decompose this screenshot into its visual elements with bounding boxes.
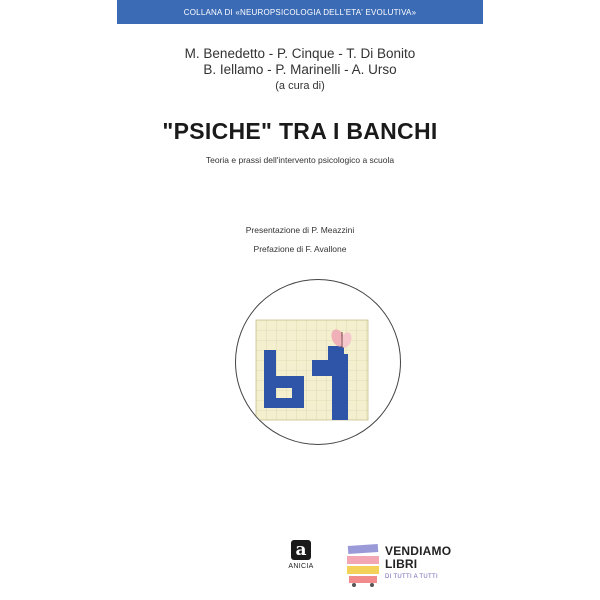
preface-credit: Prefazione di F. Avallone xyxy=(253,244,347,254)
authors-line-2: B. Iellamo - P. Marinelli - A. Urso xyxy=(203,62,397,77)
cover-art-circle xyxy=(235,279,401,445)
presentation-credit: Presentazione di P. Meazzini xyxy=(245,225,355,235)
book-cover xyxy=(117,0,483,600)
badge-line-1: VENDIAMO xyxy=(385,544,452,558)
badge-tagline: DI TUTTI A TUTTI xyxy=(385,574,438,580)
vendiamo-libri-badge xyxy=(345,543,455,588)
book-title: "PSICHE" TRA I BANCHI xyxy=(162,118,438,144)
credits-block xyxy=(117,221,483,259)
stacked-books-icon xyxy=(345,543,381,587)
authors-line-1: M. Benedetto - P. Cinque - T. Di Bonito xyxy=(184,46,416,61)
series-title: COLLANA DI «NEUROPSICOLOGIA DELL'ETA' EVOLUTIVA» xyxy=(183,7,417,17)
cover-art-illustration xyxy=(236,280,400,444)
publisher-mark xyxy=(279,540,323,570)
authors-block xyxy=(117,46,483,94)
badge-line-2: LIBRI xyxy=(385,557,418,571)
publisher-name: ANICIA xyxy=(288,563,314,570)
series-band xyxy=(117,0,483,24)
editor-note: (a cura di) xyxy=(275,80,325,92)
anicia-logo-icon: a xyxy=(291,540,311,560)
book-subtitle: Teoria e prassi dell'intervento psicologico a scuola xyxy=(205,155,395,165)
